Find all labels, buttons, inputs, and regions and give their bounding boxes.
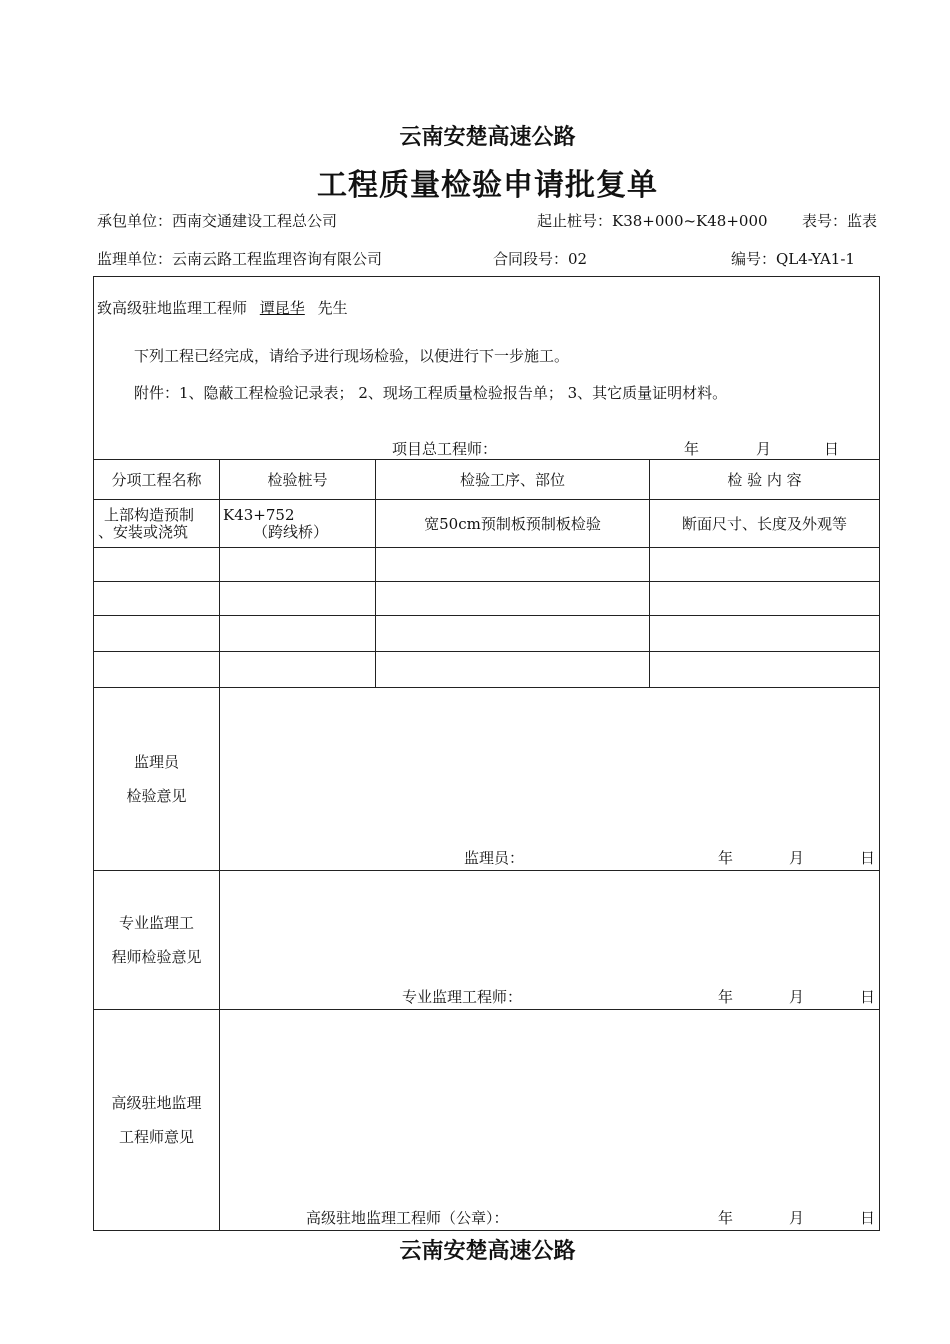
row1-item-line1: 上部构造预制 [104, 505, 195, 524]
table-cell [650, 652, 880, 688]
project-title: 云南安楚高速公路 [399, 125, 576, 150]
row1-station [220, 500, 376, 548]
addressee-prefix: 致高级驻地监理工程师 [97, 299, 248, 317]
resident-label-line1: 高级驻地监理 [111, 1094, 202, 1112]
inspection-form-table [93, 276, 880, 1231]
engineer-label-line2: 程师检验意见 [111, 948, 202, 966]
footer-project-title: 云南安楚高速公路 [399, 1239, 576, 1264]
engineer-label-line1: 专业监理工 [118, 914, 194, 932]
date-month: 月 [756, 440, 772, 458]
inspector-label-line2: 检验意见 [126, 787, 187, 805]
table-cell [376, 616, 650, 652]
table-row [94, 548, 880, 582]
resident-sign-label: 高级驻地监理工程师（公章）： [306, 1209, 509, 1227]
inspector-opinion-area [220, 688, 880, 871]
engineer-date-year: 年 [718, 988, 734, 1006]
inspector-date-day: 日 [860, 849, 876, 867]
engineer-date-day: 日 [860, 988, 876, 1006]
table-cell [94, 582, 220, 616]
table-cell [376, 582, 650, 616]
resident-opinion-area [220, 1010, 880, 1231]
addressee-line [97, 297, 348, 318]
row1-item-name [94, 500, 220, 548]
request-statement: 下列工程已经完成，请给予进行现场检验，以便进行下一步施工。 [134, 347, 570, 365]
table-cell [94, 616, 220, 652]
inspector-label-line1: 监理员 [133, 753, 179, 771]
table-cell [220, 548, 376, 582]
row1-station-line1: K43+752 [223, 505, 295, 524]
row1-process: 宽50cm预制板预制板检验 [376, 500, 650, 548]
table-row [94, 582, 880, 616]
resident-date-day: 日 [860, 1209, 876, 1227]
header-station: 检验桩号 [220, 460, 376, 500]
form-number-field: 表号：监表 [802, 212, 878, 230]
resident-opinion-label [94, 1010, 220, 1231]
table-cell [650, 548, 880, 582]
table-cell [94, 548, 220, 582]
request-section [94, 277, 880, 460]
engineer-opinion-label [94, 871, 220, 1010]
addressee-suffix: 先生 [317, 299, 348, 317]
inspector-date-month: 月 [789, 849, 805, 867]
contractor-field: 承包单位：西南交通建设工程总公司 [97, 212, 338, 230]
resident-date-year: 年 [718, 1209, 734, 1227]
chief-engineer-sign-label: 项目总工程师： [392, 440, 498, 458]
row1-item-line2: 、安装或浇筑 [98, 522, 189, 541]
row1-station-line2: （跨线桥） [253, 522, 329, 541]
resident-label-line2: 工程师意见 [118, 1128, 194, 1146]
table-cell [220, 652, 376, 688]
station-range-field: 起止桩号：K38+000~K48+000 [537, 212, 768, 230]
form-title: 工程质量检验申请批复单 [317, 168, 658, 203]
engineer-date-month: 月 [789, 988, 805, 1006]
attachments-list: 附件：1、隐蔽工程检验记录表； 2、现场工程质量检验报告单； 3、其它质量证明材料。 [134, 384, 728, 402]
row1-content: 断面尺寸、长度及外观等 [650, 500, 880, 548]
header-process: 检验工序、部位 [376, 460, 650, 500]
date-year: 年 [684, 440, 700, 458]
serial-number-field: 编号：QL4-YA1-1 [731, 250, 855, 268]
table-cell [94, 652, 220, 688]
table-cell [650, 616, 880, 652]
header-content: 检 验 内 容 [650, 460, 880, 500]
engineer-opinion-area [220, 871, 880, 1010]
date-day: 日 [824, 440, 840, 458]
contract-section-field: 合同段号：02 [493, 250, 588, 268]
header-item-name: 分项工程名称 [94, 460, 220, 500]
inspector-date-year: 年 [718, 849, 734, 867]
table-cell [376, 548, 650, 582]
table-cell [220, 616, 376, 652]
resident-date-month: 月 [789, 1209, 805, 1227]
table-cell [650, 582, 880, 616]
inspector-sign-label: 监理员： [464, 849, 525, 867]
inspector-opinion-label [94, 688, 220, 871]
table-cell [376, 652, 650, 688]
addressee-name: 谭昆华 [259, 299, 305, 317]
engineer-sign-label: 专业监理工程师： [402, 988, 523, 1006]
supervisor-unit-field: 监理单位：云南云路工程监理咨询有限公司 [97, 250, 383, 268]
table-cell [220, 582, 376, 616]
table-row [94, 616, 880, 652]
table-row [94, 652, 880, 688]
